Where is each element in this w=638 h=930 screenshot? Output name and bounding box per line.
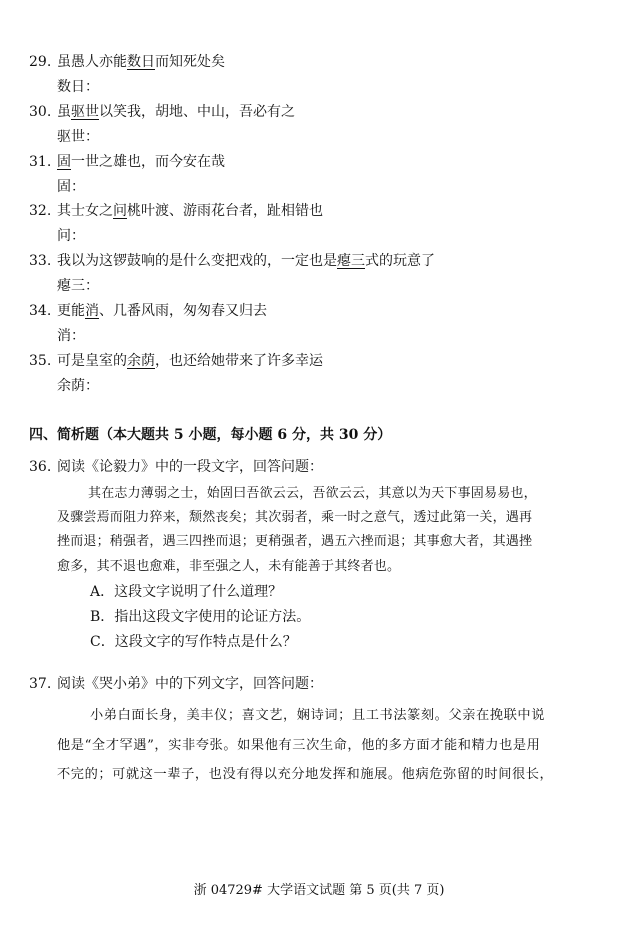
question-text-pre: 其士女之 (57, 203, 113, 219)
passage-line: 不完的；可就这一辈子，也没有得以充分地发挥和施展。他病危弥留的时间很长， (57, 767, 554, 782)
question-text-pre: 我以为这锣鼓响的是什么变把戏的，一定也是 (57, 253, 337, 269)
answer-label-32: 问： (57, 228, 85, 244)
passage-line: 愈多，其不退也愈难，非至强之人，未有能善于其终者也。 (57, 559, 401, 574)
question-number: 37. (29, 676, 52, 692)
question-text-post: 而知死处矣 (155, 54, 225, 70)
answer-label-30: 驱世： (57, 129, 99, 145)
underlined-term: 驱世 (71, 104, 99, 120)
question-number: 35. (29, 353, 52, 369)
answer-label-29: 数日： (57, 79, 99, 95)
question-32 (29, 200, 323, 220)
question-31 (29, 151, 225, 171)
answer-label-34: 消： (57, 328, 85, 344)
question-text-pre: 可是皇室的 (57, 353, 127, 369)
question-number: 31. (29, 154, 52, 170)
passage-line: 其在志力薄弱之士，始固曰吾欲云云，吾欲云云，其意以为天下事固易易也， (88, 486, 537, 501)
underlined-term: 消 (85, 303, 99, 319)
underlined-term: 固 (57, 154, 71, 170)
underlined-term: 问 (113, 203, 127, 219)
passage-line: 小弟白面长身，美丰仪；喜文艺，娴诗词；且工书法篆刻。父亲在挽联中说 (90, 708, 545, 723)
section-heading: 四、简析题（本大题共 5 小题，每小题 6 分，共 30 分） (29, 427, 392, 443)
question-text-post: 式的玩意了 (365, 253, 435, 269)
passage-line: 他是“全才罕遇”，实非夸张。如果他有三次生命，他的多方面才能和精力也是用 (57, 738, 541, 753)
page-footer: 浙 04729# 大学语文试题 第 5 页(共 7 页) (193, 883, 445, 898)
question-number: 33. (29, 253, 52, 269)
question-number: 32. (29, 203, 52, 219)
question-text-post: ，也还给她带来了许多幸运 (155, 353, 323, 369)
question-text-post: 桃叶渡、游雨花台者，趾相错也 (127, 203, 323, 219)
question-prompt: 阅读《哭小弟》中的下列文字，回答问题： (57, 676, 323, 692)
question-34 (29, 300, 267, 320)
question-37 (29, 673, 323, 693)
underlined-term: 瘪三 (337, 253, 365, 269)
sub-question-b: B．指出这段文字使用的论证方法。 (90, 609, 311, 625)
question-text-pre: 更能 (57, 303, 85, 319)
question-text-pre: 虽 (57, 104, 71, 120)
sub-question-c: C．这段文字的写作特点是什么？ (90, 634, 297, 650)
question-33 (29, 250, 435, 270)
answer-label-35: 余荫： (57, 378, 99, 394)
question-prompt: 阅读《论毅力》中的一段文字，回答问题： (57, 459, 323, 475)
question-number: 36. (29, 459, 52, 475)
passage-line: 及骤尝焉而阻力猝来，颓然丧矣；其次弱者，乘一时之意气，透过此第一关，遇再 (57, 510, 533, 525)
question-36 (29, 456, 323, 476)
underlined-term: 余荫 (127, 353, 155, 369)
question-text-pre: 虽愚人亦能 (57, 54, 127, 70)
answer-label-33: 瘪三： (57, 278, 99, 294)
question-text-post: 一世之雄也，而今安在哉 (71, 154, 225, 170)
question-number: 30. (29, 104, 52, 120)
question-text-post: 、几番风雨，匆匆春又归去 (99, 303, 267, 319)
question-number: 34. (29, 303, 52, 319)
question-35 (29, 350, 323, 370)
question-text-post: 以笑我，胡地、中山，吾必有之 (99, 104, 295, 120)
question-30 (29, 101, 295, 121)
sub-question-a: A．这段文字说明了什么道理？ (90, 584, 283, 600)
answer-label-31: 固： (57, 179, 85, 195)
underlined-term: 数日 (127, 54, 155, 70)
question-number: 29. (29, 54, 52, 70)
question-29 (29, 51, 225, 71)
passage-line: 挫而退；稍强者，遇三四挫而退；更稍强者，遇五六挫而退；其事愈大者，其遇挫 (57, 534, 533, 549)
